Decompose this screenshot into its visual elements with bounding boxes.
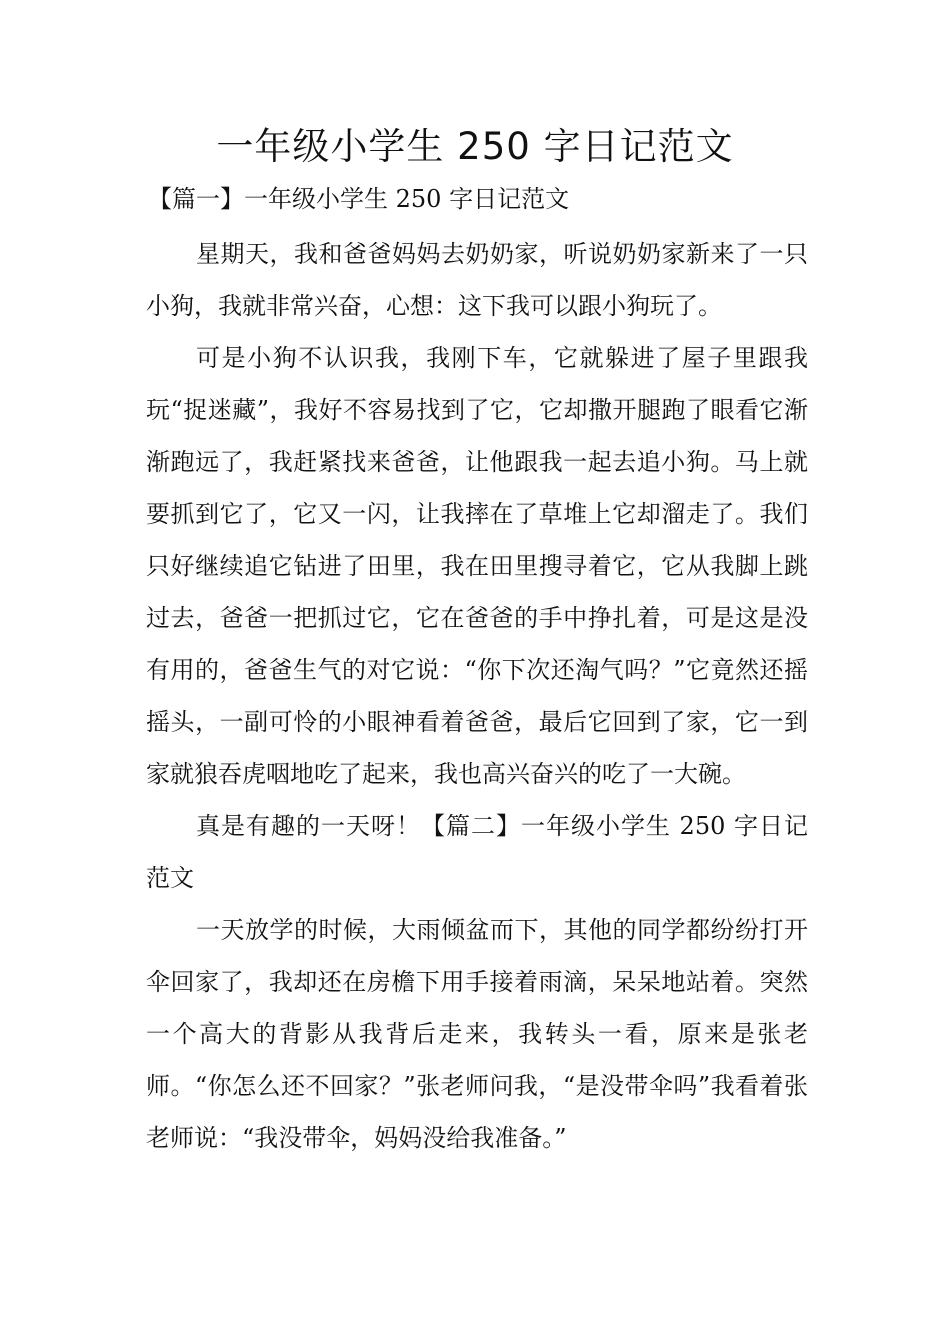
- paragraph-1: 星期天，我和爸爸妈妈去奶奶家，听说奶奶家新来了一只小狗，我就非常兴奋，心想：这下我可以跟小狗玩了。: [146, 240, 808, 320]
- paragraph-3: 真是有趣的一天呀！【篇二】一年级小学生 250 字日记范文: [146, 812, 808, 892]
- paragraph-4: 一天放学的时候，大雨倾盆而下，其他的同学都纷纷打开伞回家了，我却还在房檐下用手接着雨滴，呆呆地站着。突然一个高大的背影从我背后走来，我转头一看，原来是张老师。“你怎么还不回家？”张老师问我，“是没带伞吗”我看着张老师说：“我没带伞，妈妈没给我准备。”: [146, 916, 808, 1152]
- document-title: 一年级小学生 250 字日记范文: [216, 125, 734, 168]
- section-heading: 【篇一】一年级小学生 250 字日记范文: [148, 185, 570, 213]
- body-text: [146, 228, 808, 1164]
- paragraph-2: 可是小狗不认识我，我刚下车，它就躲进了屋子里跟我玩“捉迷藏”，我好不容易找到了它，它却撒开腿跑了眼看它渐渐跑远了，我赶紧找来爸爸，让他跟我一起去追小狗。马上就要抓到它了，它又一闪，让我摔在了草堆上它却溜走了。我们只好继续追它钻进了田里，我在田里搜寻着它，它从我脚上跳过去，爸爸一把抓过它，它在爸爸的手中挣扎着，可是这是没有用的，爸爸生气的对它说：“你下次还淘气吗？”它竟然还摇摇头，一副可怜的小眼神看着爸爸，最后它回到了家，它一到家就狼吞虎咽地吃了起来，我也高兴奋兴的吃了一大碗。: [146, 344, 808, 788]
